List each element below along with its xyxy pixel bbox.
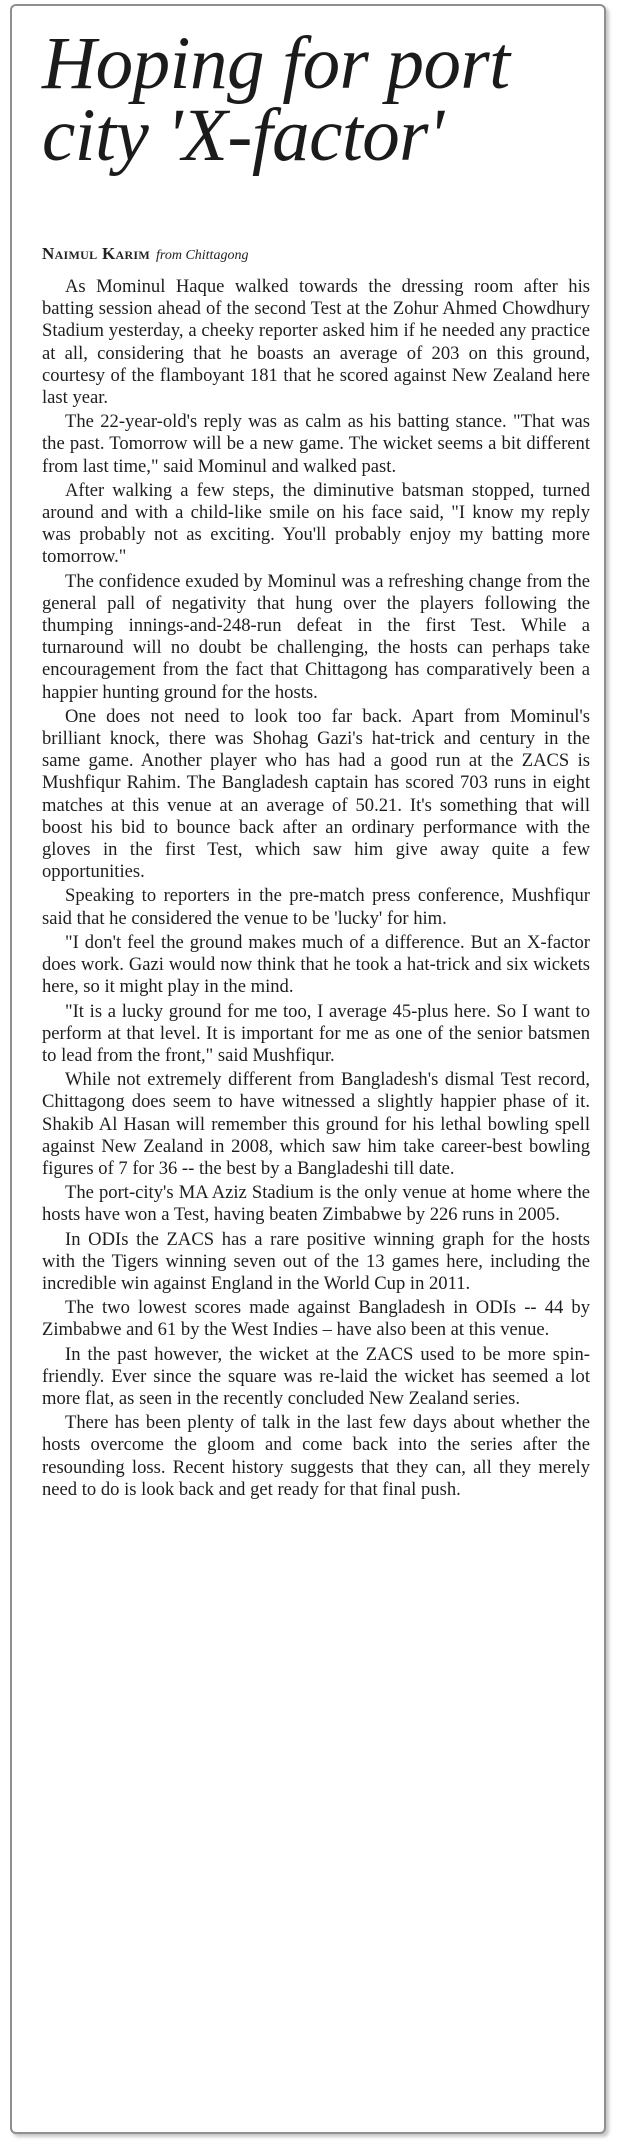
- paragraph: In ODIs the ZACS has a rare positive winning graph for the hosts with the Tigers winning seven out of the 13 games here, including the incredible win against England in the World Cup in 2011.: [42, 1228, 590, 1294]
- paragraph: There has been plenty of talk in the last few days about whether the hosts overcome the gloom and come back into the series after the resounding loss. Recent history suggests that they can, all they merely need to do is look back and get ready for that final push.: [42, 1412, 590, 1500]
- paragraph: As Mominul Haque walked towards the dressing room after his batting session ahead of the second Test at the Zohur Ahmed Chowdhury Stadium yesterday, a cheeky reporter asked him if he needed any practice at all, considering that he boasts an average of 203 on this ground, courtesy of the flamboyant 181 that he scored against New Zealand here last year.: [42, 276, 590, 409]
- paragraph: In the past however, the wicket at the ZACS used to be more spin-friendly. Ever since the square was re-laid the wicket has seemed a lot more flat, as seen in the recently concluded New Zealand series.: [42, 1343, 590, 1409]
- byline: [42, 244, 602, 264]
- article-body: [42, 276, 590, 1503]
- paragraph: One does not need to look too far back. Apart from Mominul's brilliant knock, there was Shohag Gazi's hat-trick and century in the same game. Another player who has had a good run at the ZACS is Mushfiqur Rahim. The Bangladesh captain has scored 703 runs in eight matches at this venue at an average of 50.21. It's something that will boost his bid to bounce back after an ordinary performance with the gloves in the first Test, which saw him give away quite a few opportunities.: [42, 705, 590, 883]
- paragraph: "I don't feel the ground makes much of a difference. But an X-factor does work. Gazi would now think that he took a hat-trick and six wickets here, so it might play in the mind.: [42, 931, 590, 998]
- paragraph: The port-city's MA Aziz Stadium is the only venue at home where the hosts have won a Test, having beaten Zimbabwe by 226 runs in 2005.: [42, 1182, 590, 1226]
- paragraph: The two lowest scores made against Bangladesh in ODIs -- 44 by Zimbabwe and 61 by the West Indies – have also been at this venue.: [42, 1297, 590, 1341]
- newspaper-clipping: [10, 4, 606, 2134]
- author-name: Naimul Karim: [42, 244, 151, 263]
- headline: Hoping for port city 'X-factor': [42, 22, 510, 177]
- paragraph: The 22-year-old's reply was as calm as his batting stance. "That was the past. Tomorrow will be a new game. The wicket seems a bit different from last time," said Mominul and walked past.: [42, 411, 590, 477]
- dateline: from Chittagong: [156, 248, 249, 263]
- paragraph: The confidence exuded by Mominul was a refreshing change from the general pall of negativity that hung over the players following the thumping innings-and-248-run defeat in the first Test. While a turnaround will no doubt be challenging, the hosts can perhaps take encouragement from the fact that Chittagong has comparatively been a happier hunting ground for the hosts.: [42, 570, 590, 703]
- paragraph: After walking a few steps, the diminutive batsman stopped, turned around and with a child-like smile on his face said, "I know my reply was probably not as exciting. You'll probably enjoy my batting more tomorrow.": [42, 479, 590, 568]
- paragraph: While not extremely different from Bangladesh's dismal Test record, Chittagong does seem to have witnessed a slightly happier phase of it. Shakib Al Hasan will remember this ground for his lethal bowling spell against New Zealand in 2008, which saw him take career-best bowling figures of 7 for 36 -- the best by a Bangladeshi till date.: [42, 1069, 590, 1179]
- paragraph: "It is a lucky ground for me too, I average 45-plus here. So I want to perform at that level. It is important for me as one of the senior batsmen to lead from the front," said Mushfiqur.: [42, 1000, 590, 1066]
- paragraph: Speaking to reporters in the pre-match press conference, Mushfiqur said that he considered the venue to be 'lucky' for him.: [42, 885, 590, 929]
